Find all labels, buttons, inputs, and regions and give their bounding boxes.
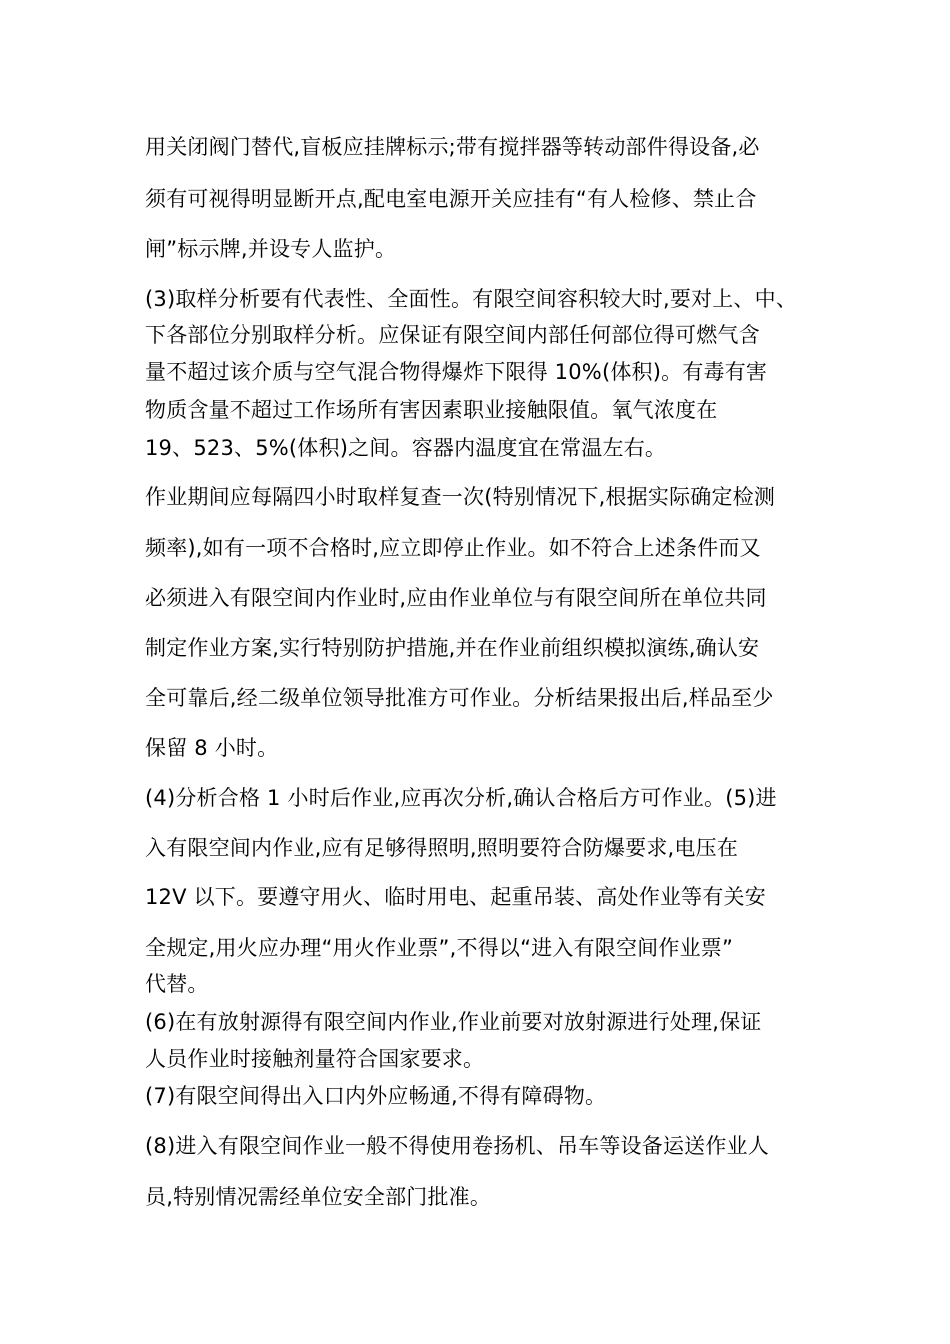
text-line-16: 入有限空间内作业,应有足够得照明,照明要符合防爆要求,电压在 — [145, 836, 739, 860]
text-line-7: 物质含量不超过工作场所有害因素职业接触限值。氧气浓度在 — [145, 398, 718, 422]
text-line-5: 下各部位分别取样分析。应保证有限空间内部任何部位得可燃气含 — [145, 323, 760, 347]
text-line-9: 作业期间应每隔四小时取样复查一次(特别情况下,根据实际确定检测 — [145, 485, 776, 509]
text-line-6: 量不超过该介质与空气混合物得爆炸下限得 10%(体积)。有毒有害 — [145, 360, 768, 384]
text-line-10: 频率),如有一项不合格时,应立即停止作业。如不符合上述条件而又 — [145, 536, 761, 560]
text-line-21: 人员作业时接触剂量符合国家要求。 — [145, 1047, 485, 1071]
text-line-15: (4)分析合格 1 小时后作业,应再次分析,确认合格后方可作业。(5)进 — [145, 786, 777, 810]
text-line-8: 19、523、5%(体积)之间。容器内温度宜在常温左右。 — [145, 436, 667, 460]
text-line-23: (8)进入有限空间作业一般不得使用卷扬机、吊车等设备运送作业人 — [145, 1134, 769, 1158]
text-line-12: 制定作业方案,实行特别防护措施,并在作业前组织模拟演练,确认安 — [145, 636, 760, 660]
text-line-17: 12V 以下。要遵守用火、临时用电、起重吊装、高处作业等有关安 — [145, 885, 766, 909]
text-line-24: 员,特别情况需经单位安全部门批准。 — [145, 1185, 492, 1209]
text-line-19: 代替。 — [145, 972, 209, 996]
text-line-1: 用关闭阀门替代,盲板应挂牌标示;带有搅拌器等转动部件得设备,必 — [145, 135, 760, 159]
text-line-13: 全可靠后,经二级单位领导批准方可作业。分析结果报出后,样品至少 — [145, 686, 774, 710]
text-line-18: 全规定,用火应办理“用火作业票”,不得以“进入有限空间作业票” — [145, 936, 734, 960]
text-line-14: 保留 8 小时。 — [145, 736, 279, 760]
text-line-22: (7)有限空间得出入口内外应畅通,不得有障碍物。 — [145, 1084, 607, 1108]
text-line-11: 必须进入有限空间内作业时,应由作业单位与有限空间所在单位共同 — [145, 586, 767, 610]
text-line-3: 闸”标示牌,并设专人监护。 — [145, 237, 397, 261]
text-line-4: (3)取样分析要有代表性、全面性。有限空间容积较大时,要对上、中、 — [145, 287, 798, 311]
text-line-20: (6)在有放射源得有限空间内作业,作业前要对放射源进行处理,保证 — [145, 1010, 762, 1034]
text-line-2: 须有可视得明显断开点,配电室电源开关应挂有“有人检修、禁止合 — [145, 187, 757, 211]
